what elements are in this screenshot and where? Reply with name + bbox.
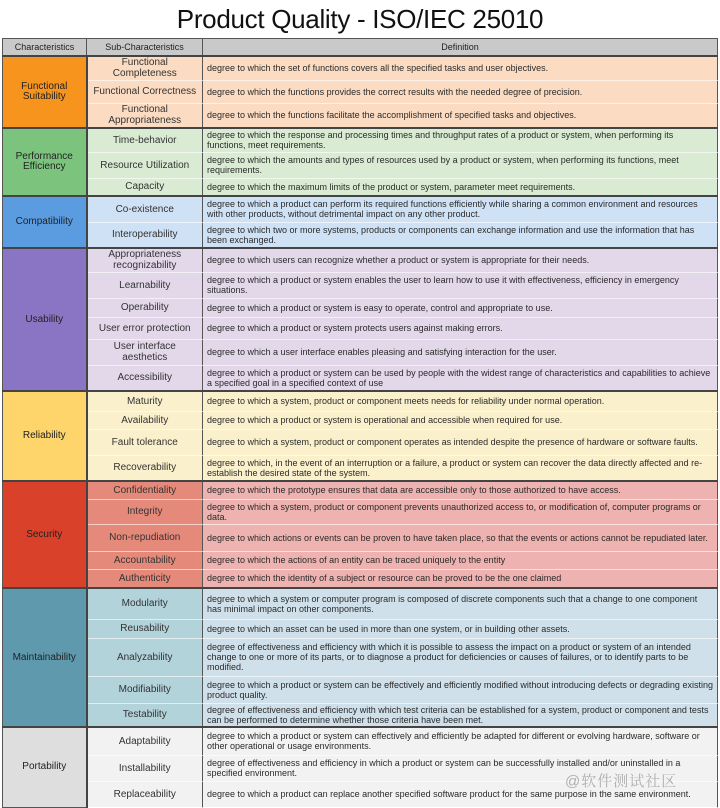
sub-characteristic-cell: Analyzability: [87, 638, 203, 676]
sub-characteristic-cell: Adaptability: [87, 727, 203, 755]
sub-characteristic-cell: Reusability: [87, 619, 203, 638]
sub-characteristic-cell: Appropriateness recognizability: [87, 248, 203, 272]
definition-cell: degree to which the maximum limits of the product or system, parameter meet requirements.: [203, 178, 718, 196]
definition-cell: degree to which the prototype ensures that data are accessible only to those authorized to have access.: [203, 481, 718, 499]
table-row: [3, 152, 718, 178]
sub-characteristic-cell: Confidentiality: [87, 481, 203, 499]
sub-characteristic-cell: User interface aesthetics: [87, 339, 203, 365]
sub-characteristic-cell: Operability: [87, 298, 203, 317]
characteristic-cell: Functional Suitability: [3, 56, 87, 128]
definition-cell: degree to which a product or system can effectively and efficiently be adapted for different or evolving hardware, software or other operational or usage environments.: [203, 727, 718, 755]
sub-characteristic-cell: Non-repudiation: [87, 524, 203, 551]
definition-cell: degree to which a product can replace another specified software product for the same purpose in the same environment.: [203, 781, 718, 807]
sub-characteristic-cell: Accountability: [87, 551, 203, 569]
table-row: [3, 619, 718, 638]
table-row: [3, 298, 718, 317]
table-row: [3, 248, 718, 272]
table-row: [3, 103, 718, 128]
sub-characteristic-cell: Co-existence: [87, 196, 203, 222]
sub-characteristic-cell: Time-behavior: [87, 128, 203, 152]
sub-characteristic-cell: Resource Utilization: [87, 152, 203, 178]
sub-characteristic-cell: Learnability: [87, 272, 203, 298]
sub-characteristic-cell: Interoperability: [87, 222, 203, 248]
table-row: [3, 411, 718, 429]
table-row: [3, 80, 718, 103]
sub-characteristic-cell: Availability: [87, 411, 203, 429]
definition-cell: degree to which the functions facilitate the accomplishment of specified tasks and objectives.: [203, 103, 718, 128]
sub-characteristic-cell: Modifiability: [87, 676, 203, 703]
sub-characteristic-cell: Integrity: [87, 499, 203, 524]
header-sub-characteristics: Sub-Characteristics: [87, 39, 203, 57]
sub-characteristic-cell: Maturity: [87, 391, 203, 411]
table-row: [3, 391, 718, 411]
definition-cell: degree to which, in the event of an interruption or a failure, a product or system can recover the data directly affected and re-establish the desired state of the system.: [203, 455, 718, 481]
sub-characteristic-cell: Recoverability: [87, 455, 203, 481]
table-row: [3, 638, 718, 676]
sub-characteristic-cell: Replaceability: [87, 781, 203, 807]
definition-cell: degree to which the functions provides the correct results with the needed degree of precision.: [203, 80, 718, 103]
table-row: [3, 588, 718, 619]
definition-cell: degree of effectiveness and efficiency with which it is possible to assess the impact on a product or system of an intended change to one or more of its parts, or to diagnose a product for deficiencies or causes of failures, or to identify parts to be modified.: [203, 638, 718, 676]
sub-characteristic-cell: Functional Completeness: [87, 56, 203, 80]
definition-cell: degree to which the actions of an entity can be traced uniquely to the entity: [203, 551, 718, 569]
sub-characteristic-cell: Installability: [87, 755, 203, 781]
table-row: [3, 178, 718, 196]
definition-cell: degree to which a system, product or component prevents unauthorized access to, or modification of, computer programs or data.: [203, 499, 718, 524]
sub-characteristic-cell: Authenticity: [87, 569, 203, 588]
definition-cell: degree to which actions or events can be proven to have taken place, so that the events or actions cannot be repudiated later.: [203, 524, 718, 551]
definition-cell: degree of effectiveness and efficiency in which a product or system can be successfully installed and/or uninstalled in a specified environment.: [203, 755, 718, 781]
characteristic-cell: Usability: [3, 248, 87, 391]
definition-cell: degree to which a system, product or component operates as intended despite the presence of hardware or software faults.: [203, 429, 718, 455]
definition-cell: degree to which a product or system can be used by people with the widest range of characteristics and capabilities to achieve a specified goal in a specified context of use: [203, 365, 718, 391]
table-row: [3, 703, 718, 727]
characteristic-cell: Portability: [3, 727, 87, 807]
characteristic-cell: Compatibility: [3, 196, 87, 248]
watermark: @软件测试社区: [565, 773, 678, 790]
table-row: [3, 727, 718, 755]
sub-characteristic-cell: Accessibility: [87, 365, 203, 391]
table-row: [3, 551, 718, 569]
definition-cell: degree to which a product or system is operational and accessible when required for use.: [203, 411, 718, 429]
table-row: [3, 272, 718, 298]
table-row: [3, 676, 718, 703]
table-body: [3, 56, 718, 807]
table-row: [3, 339, 718, 365]
definition-cell: degree to which the amounts and types of resources used by a product or system, when performing its functions, meet requirements.: [203, 152, 718, 178]
sub-characteristic-cell: Fault tolerance: [87, 429, 203, 455]
characteristic-cell: Security: [3, 481, 87, 588]
table-row: [3, 128, 718, 152]
table-header: [3, 39, 718, 57]
definition-cell: degree to which users can recognize whether a product or system is appropriate for their needs.: [203, 248, 718, 272]
table-row: [3, 429, 718, 455]
table-row: [3, 196, 718, 222]
definition-cell: degree to which a product or system can be effectively and efficiently modified without introducing defects or degrading existing product quality.: [203, 676, 718, 703]
sub-characteristic-cell: Modularity: [87, 588, 203, 619]
characteristic-cell: Maintainability: [3, 588, 87, 727]
definition-cell: degree to which a system, product or component meets needs for reliability under normal operation.: [203, 391, 718, 411]
definition-cell: degree to which the identity of a subject or resource can be proved to be the one claimed: [203, 569, 718, 588]
definition-cell: degree to which two or more systems, products or components can exchange information and use the information that has been exchanged.: [203, 222, 718, 248]
definition-cell: degree to which a product or system enables the user to learn how to use it with effectiveness, efficiency in emergency situations.: [203, 272, 718, 298]
definition-cell: degree to which a product or system protects users against making errors.: [203, 317, 718, 339]
table-row: [3, 56, 718, 80]
sub-characteristic-cell: User error protection: [87, 317, 203, 339]
table-row: [3, 499, 718, 524]
definition-cell: degree to which the set of functions covers all the specified tasks and user objectives.: [203, 56, 718, 80]
page-title: Product Quality - ISO/IEC 25010: [176, 4, 544, 34]
quality-table: [2, 38, 718, 808]
definition-cell: degree to which a system or computer program is composed of discrete components such that a change to one component has minimal impact on other components.: [203, 588, 718, 619]
sub-characteristic-cell: Capacity: [87, 178, 203, 196]
table-row: [3, 365, 718, 391]
table-row: [3, 222, 718, 248]
definition-cell: degree of effectiveness and efficiency with which test criteria can be established for a system, product or component and tests can be performed to determine whether those criteria have been met.: [203, 703, 718, 727]
table-row: [3, 524, 718, 551]
definition-cell: degree to which a user interface enables pleasing and satisfying interaction for the user.: [203, 339, 718, 365]
table-row: [3, 317, 718, 339]
definition-cell: degree to which a product can perform its required functions efficiently while sharing a common environment and resources with other products, without detrimental impact on any other product.: [203, 196, 718, 222]
sub-characteristic-cell: Functional Correctness: [87, 80, 203, 103]
sub-characteristic-cell: Functional Appropriateness: [87, 103, 203, 128]
table-row: [3, 481, 718, 499]
header-definition: Definition: [203, 39, 718, 57]
characteristic-cell: Performance Efficiency: [3, 128, 87, 196]
definition-cell: degree to which a product or system is easy to operate, control and appropriate to use.: [203, 298, 718, 317]
header-characteristics: Characteristics: [3, 39, 87, 57]
table-row: [3, 455, 718, 481]
table-row: [3, 569, 718, 588]
characteristic-cell: Reliability: [3, 391, 87, 481]
sub-characteristic-cell: Testability: [87, 703, 203, 727]
definition-cell: degree to which the response and processing times and throughput rates of a product or system, when performing its functions, meet requirements.: [203, 128, 718, 152]
definition-cell: degree to which an asset can be used in more than one system, or in building other assets.: [203, 619, 718, 638]
